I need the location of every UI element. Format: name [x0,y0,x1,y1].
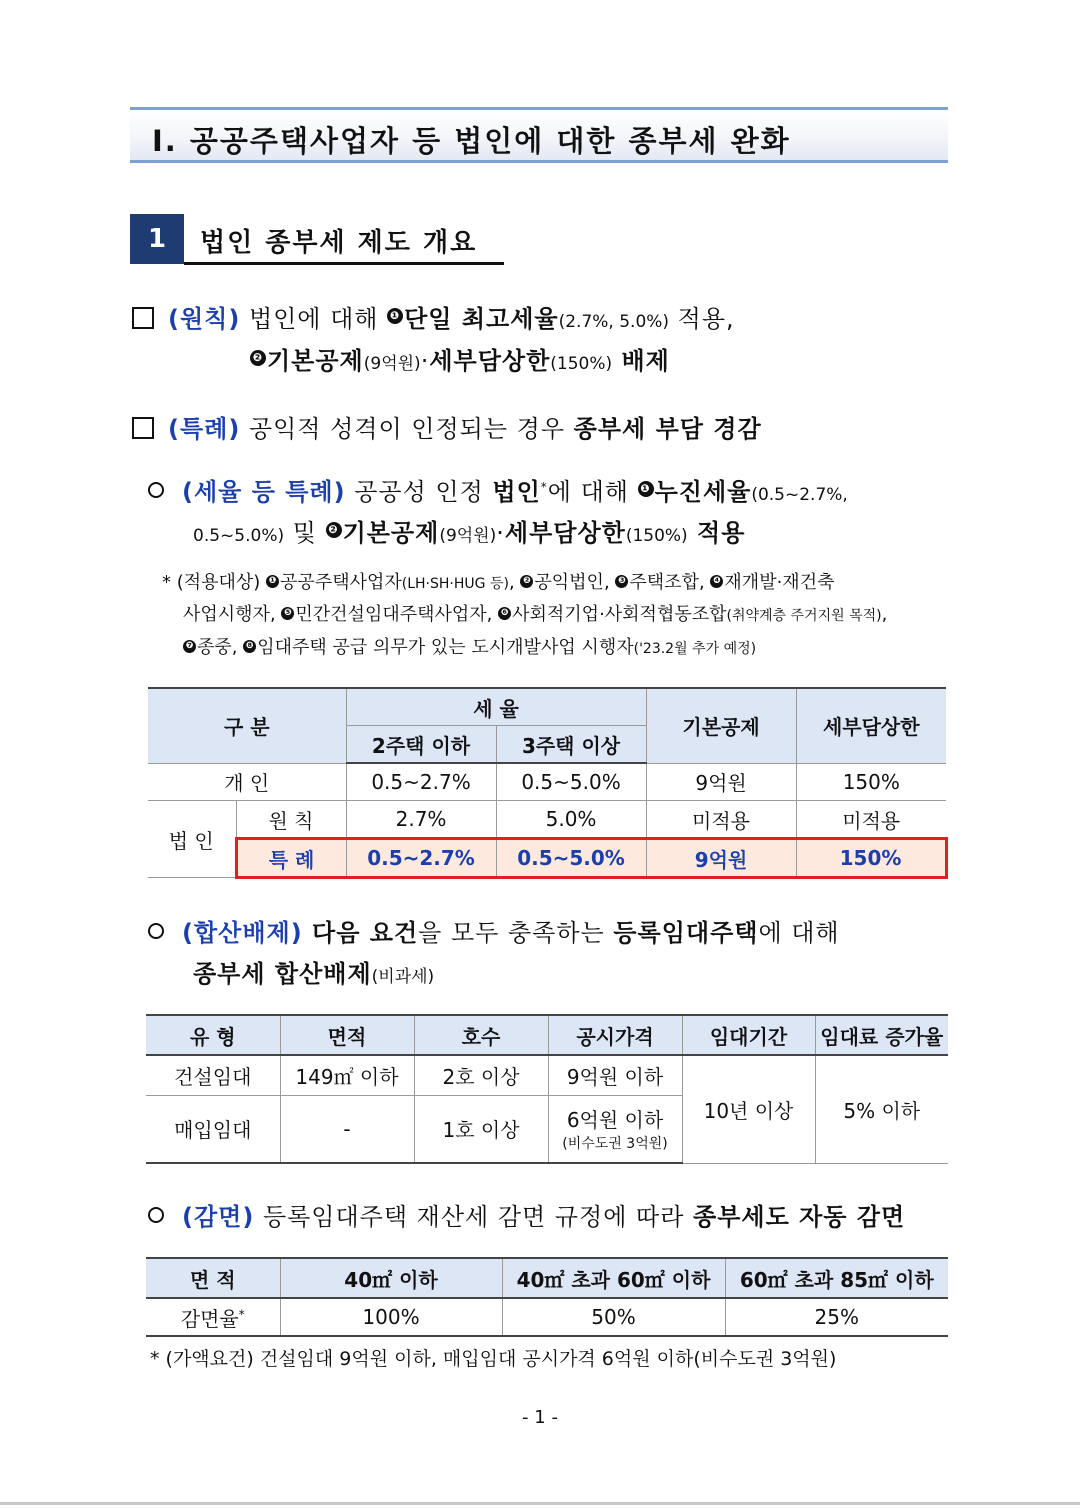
exclusion-line-1: (합산배제) 다음 요건을 모두 충족하는 등록임대주택에 대해 [148,913,840,948]
header-period: 임대기간 [682,1015,815,1055]
reduction-rate-label: 감면율* [146,1298,280,1336]
header-tax-rate: 세 율 [346,688,646,726]
table-row: 개 인 0.5~2.7% 0.5~5.0% 9억원 150% [148,763,946,801]
note2: * (가액요건) 건설임대 9억원 이하, 매입임대 공시가격 6억원 이하(비수도권 3억원) [150,1348,837,1370]
rent-increase: 5% 이하 [815,1055,948,1163]
checkbox-square-icon [132,417,154,439]
tax-special-line-2: 0.5~5.0%) 및 ❷ 기본공제(9억원)·세부담상한(150%) 적용 [193,519,746,547]
header-3-house: 3주택 이상 [496,726,646,764]
circled-1-icon: ❶ [266,575,279,588]
circled-1-icon: ❶ [387,308,403,324]
bullet-circle-icon [148,923,164,939]
principle-tag: (원칙) [168,305,241,333]
special-tag: (특례) [168,415,241,443]
exclusion-requirements-table [146,1014,948,1164]
header-area: 면적 [280,1015,414,1055]
exclusion-tag: (합산배제) [182,919,303,947]
chapter-title: Ⅰ. 공공주택사업자 등 법인에 대한 종부세 완화 [152,124,791,158]
note1-line-2: 사업시행자, ❺ 민간건설임대주택사업자, ❻ 사회적기업·사회적협동조합(취약계층 주거지원 목적), [183,604,888,625]
page-number: - 1 - [522,1407,558,1428]
circled-2-icon: ❷ [326,522,342,538]
tax-special-line-1: (세율 등 특례) 공공성 인정 법인*에 대해 ❶ 누진세율(0.5~2.7%, [148,472,848,507]
circled-7-icon: ❼ [183,640,196,653]
reduction-tag: (감면) [182,1203,255,1231]
table-row: 매입임대 - 1호 이상 6억원 이하 (비수도권 3억원) [146,1095,948,1163]
table-row: 법 인 원 칙 2.7% 5.0% 미적용 미적용 [148,801,946,839]
header-area: 면 적 [146,1258,280,1298]
header-burden-cap: 세부담상한 [796,688,946,763]
tax-rate-table [148,687,948,879]
header-basic-deduction: 기본공제 [646,688,796,763]
note1-line-1: * (적용대상) ❶ 공공주택사업자(LH·SH·HUG 등), ❷ 공익법인, ❸ 주택조합, ❹ 재개발·재건축 [162,572,835,593]
tax-special-tag: (세율 등 특례) [182,478,346,506]
header-rent-increase: 임대료 증가율 [815,1015,948,1055]
circled-6-icon: ❻ [498,607,511,620]
header-type: 유 형 [146,1015,280,1055]
section-title: 법인 종부세 제도 개요 [200,228,478,258]
header-price: 공시가격 [548,1015,682,1055]
note1-line-3: ❼ 종중, ❽ 임대주택 공급 의무가 있는 도시개발사업 시행자('23.2월 추가 예정) [183,633,756,659]
header-2-house: 2주택 이하 [346,726,496,764]
section-underline [184,262,504,265]
table-row: 건설임대 149㎡ 이하 2호 이상 9억원 이하 10년 이상 5% 이하 [146,1055,948,1095]
page-bottom-border [0,1502,1080,1505]
circled-5-icon: ❺ [281,607,294,620]
section-number: 1 [130,214,184,264]
checkbox-square-icon [132,307,154,329]
special-line: (특례) 공익적 성격이 인정되는 경우 종부세 부담 경감 [132,409,762,444]
circled-8-icon: ❽ [243,640,256,653]
bullet-circle-icon [148,1207,164,1223]
circled-1-icon: ❶ [638,481,654,497]
circled-4-icon: ❹ [710,575,723,588]
reduction-rate-table: 면 적 40㎡ 이하 40㎡ 초과 60㎡ 이하 60㎡ 초과 85㎡ 이하 감면율* 100% 50% 25% [146,1257,948,1337]
reduction-line: (감면) 등록임대주택 재산세 감면 규정에 따라 종부세도 자동 감면 [148,1197,905,1232]
rental-period: 10년 이상 [682,1055,815,1163]
bullet-circle-icon [148,482,164,498]
circled-3-icon: ❸ [615,575,628,588]
circled-2-icon: ❷ [520,575,533,588]
principle-line-2: ❷ 기본공제(9억원)·세부담상한(150%) 배제 [250,341,670,376]
highlighted-special-row: 특 례 0.5~2.7% 0.5~5.0% 9억원 150% [148,839,946,878]
exclusion-line-2: 종부세 합산배제(비과세) [193,960,435,988]
corp-label: 법 인 [148,801,236,878]
chapter-title-bar [130,107,948,163]
table-row: 감면율* 100% 50% 25% [146,1298,948,1336]
header-units: 호수 [414,1015,548,1055]
principle-line-1: (원칙) 법인에 대해 ❶ 단일 최고세율(2.7%, 5.0%) 적용, [132,299,735,334]
header-gubun: 구 분 [148,688,346,763]
circled-2-icon: ❷ [250,350,266,366]
